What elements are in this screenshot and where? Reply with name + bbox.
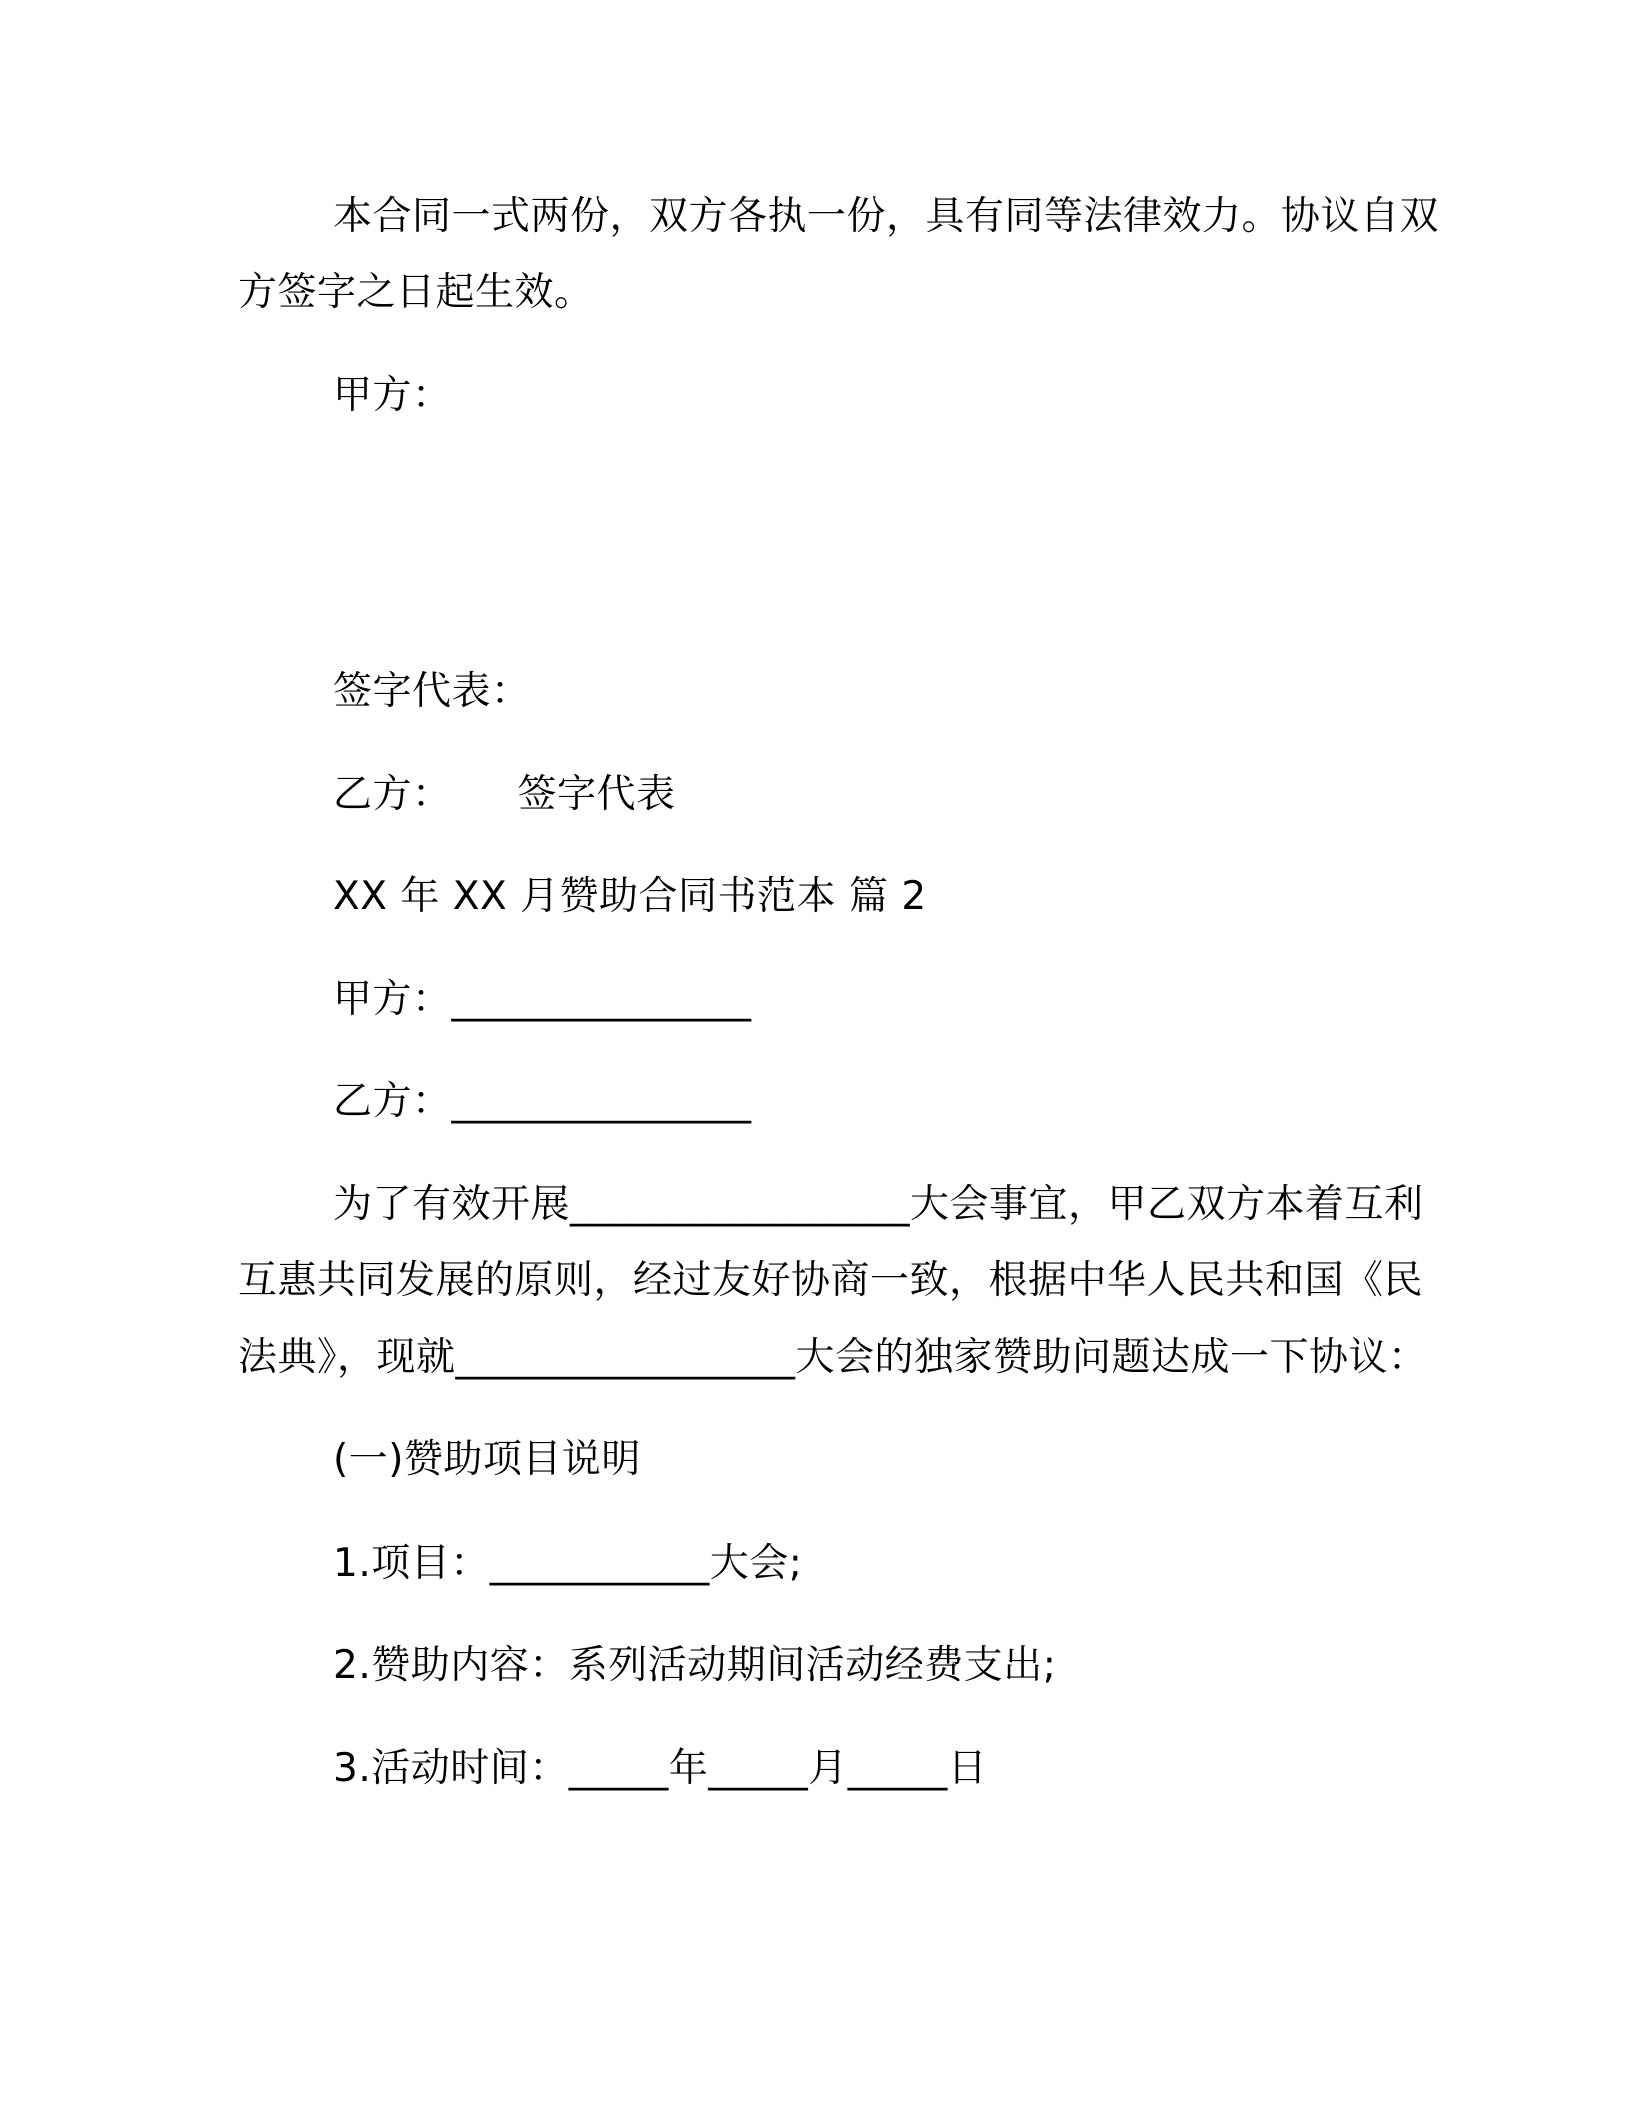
party-b-blank-line: 乙方：_______________ — [333, 1079, 752, 1124]
intro-paragraph-line-1: 为了有效开展_________________大会事宜，甲乙双方本着互利 — [333, 1182, 1424, 1227]
list-item-project: 1.项目：___________大会; — [333, 1541, 803, 1586]
party-b-label: 乙方： — [333, 772, 452, 817]
section-title: XX 年 XX 月赞助合同书范本 篇 2 — [333, 874, 927, 919]
party-b-row — [333, 770, 676, 820]
party-b-signature-label: 签字代表 — [517, 772, 676, 817]
signing-representative-label: 签字代表： — [333, 669, 531, 714]
list-item-sponsorship-content: 2.赞助内容：系列活动期间活动经费支出; — [333, 1643, 1057, 1688]
paragraph-validity-line-1: 本合同一式两份，双方各执一份，具有同等法律效力。协议自双 — [333, 194, 1440, 239]
party-a-label: 甲方： — [333, 373, 452, 418]
intro-paragraph-line-2: 互惠共同发展的原则，经过友好协商一致，根据中华人民共和国《民 — [238, 1258, 1424, 1303]
list-item-activity-time: 3.活动时间：_____年_____月_____日 — [333, 1746, 988, 1791]
party-a-blank-line: 甲方：_______________ — [333, 977, 752, 1022]
intro-paragraph-line-3: 法典》，现就_________________大会的独家赞助问题达成一下协议： — [238, 1335, 1428, 1380]
paragraph-validity-line-2: 方签字之日起生效。 — [238, 270, 594, 315]
heading-sponsorship-description: (一)赞助项目说明 — [333, 1437, 641, 1482]
